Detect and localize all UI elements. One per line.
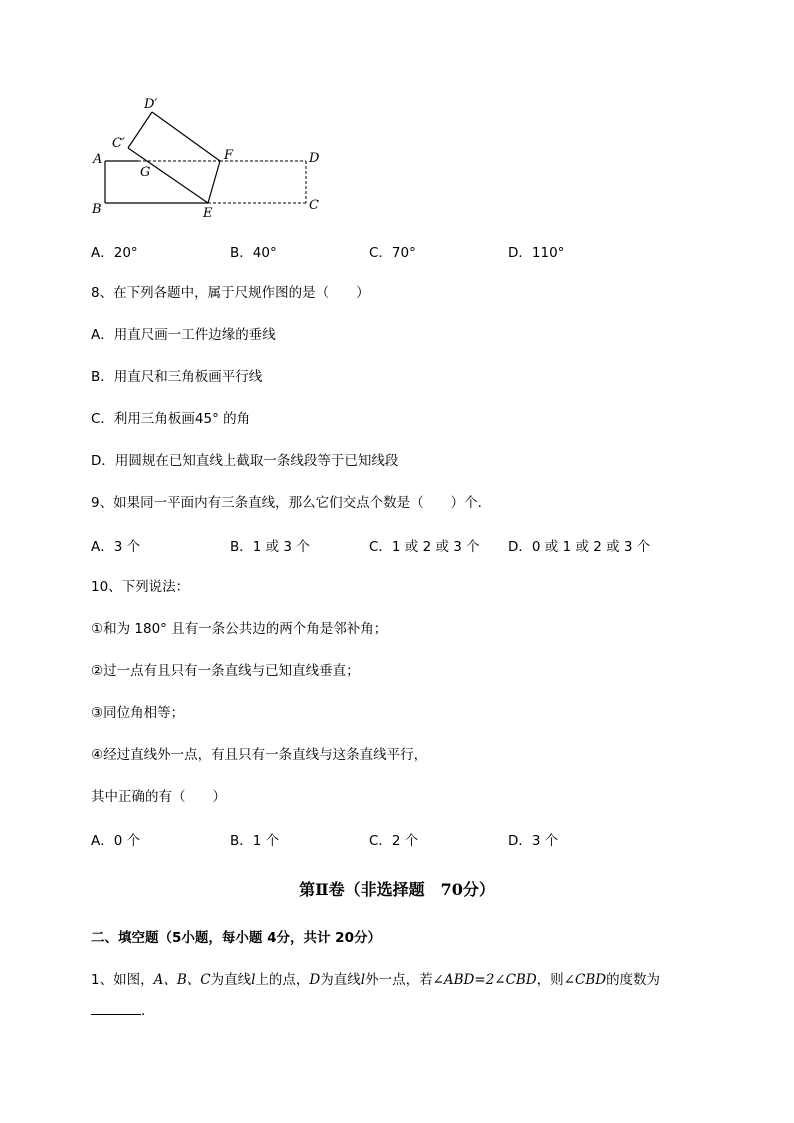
q9-options [91, 535, 751, 555]
fill-q1-text1: 为直线 [210, 972, 252, 988]
q7-option-a[interactable]: A．20° [91, 245, 138, 261]
q9-option-d[interactable]: D．0 或 1 或 2 或 3 个 [508, 539, 651, 555]
q8-option-d[interactable]: D．用圆规在已知直线上截取一条线段等于已知线段 [91, 453, 399, 469]
fill-q1-text5: ，则 [536, 972, 564, 988]
q7-options [91, 241, 751, 261]
label-C-prime: C′ [112, 136, 125, 151]
fill-q1-target: ∠CBD [563, 972, 607, 988]
q7-option-d[interactable]: D．110° [508, 245, 565, 261]
q10-statement-3: ③同位角相等； [91, 705, 185, 721]
q10-option-d[interactable]: D．3 个 [508, 833, 559, 849]
fill-q1-end: ． [141, 1003, 155, 1019]
q9-option-c[interactable]: C．1 或 2 或 3 个 [369, 539, 480, 555]
q10-option-c[interactable]: C．2 个 [369, 833, 419, 849]
label-D: D [309, 151, 320, 166]
segment-D-prime-C-prime [128, 112, 152, 148]
q10-options [91, 829, 751, 849]
fill-q1-text6: 的度数为 [606, 972, 661, 988]
label-D-prime: D′ [144, 97, 158, 112]
q10-option-a[interactable]: A．0 个 [91, 833, 141, 849]
q8-option-c[interactable]: C．利用三角板画45° 的角 [91, 411, 251, 427]
q10-question: 其中正确的有（ ） [91, 789, 226, 805]
q9-stem: 9、如果同一平面内有三条直线，那么它们交点个数是（ ）个． [91, 495, 492, 511]
label-B: B [92, 202, 102, 217]
fill-q1-text4: 外一点，若 [365, 972, 433, 988]
q9-option-b[interactable]: B．1 或 3 个 [230, 539, 310, 555]
fill-q1-line [91, 970, 660, 990]
fill-q1-points: A、B、C [153, 972, 211, 988]
fill-q1-text3: 为直线 [320, 972, 361, 988]
q10-statement-4: ④经过直线外一点，有且只有一条直线与这条直线平行， [91, 747, 428, 763]
q7-option-c[interactable]: C．70° [369, 245, 416, 261]
fill-q1-answer-line [91, 1000, 155, 1021]
label-G: G [140, 165, 151, 180]
fill-q1-point-d: D [309, 972, 321, 988]
label-C: C [309, 198, 319, 213]
q10-option-b[interactable]: B．1 个 [230, 833, 280, 849]
section-title: 第Ⅱ卷（非选择题 70分） [299, 880, 495, 899]
q8-option-b[interactable]: B．用直尺和三角板画平行线 [91, 369, 263, 385]
q7-option-b[interactable]: B．40° [230, 245, 277, 261]
fill-q1-condition: ∠ABD=2∠CBD [432, 972, 537, 988]
segment-FD-prime [152, 112, 220, 161]
fill-q1-answer-blank[interactable] [91, 1000, 141, 1015]
segment-EF [208, 161, 220, 203]
part-heading: 二、填空题（5小题，每小题 4分，共计 20分） [91, 930, 381, 946]
q9-option-a[interactable]: A．3 个 [91, 539, 141, 555]
q10-statement-2: ②过一点有且只有一条直线与已知直线垂直； [91, 663, 360, 679]
fill-q1-line-name: l [251, 972, 256, 988]
geometry-figure [88, 92, 328, 222]
q10-stem: 10、下列说法： [91, 579, 190, 595]
q8-option-a[interactable]: A．用直尺画一工件边缘的垂线 [91, 327, 276, 343]
q8-stem: 8、在下列各题中，属于尺规作图的是（ ） [91, 285, 370, 301]
q10-statement-1: ①和为 180° 且有一条公共边的两个角是邻补角； [91, 621, 388, 637]
label-F: F [224, 148, 234, 163]
label-A: A [93, 152, 103, 167]
fill-q1-text2: 上的点， [255, 972, 310, 988]
fill-q1-line-name-2: l [360, 972, 366, 988]
fill-q1-prefix: 1、如图， [91, 972, 154, 988]
label-E: E [203, 206, 213, 221]
